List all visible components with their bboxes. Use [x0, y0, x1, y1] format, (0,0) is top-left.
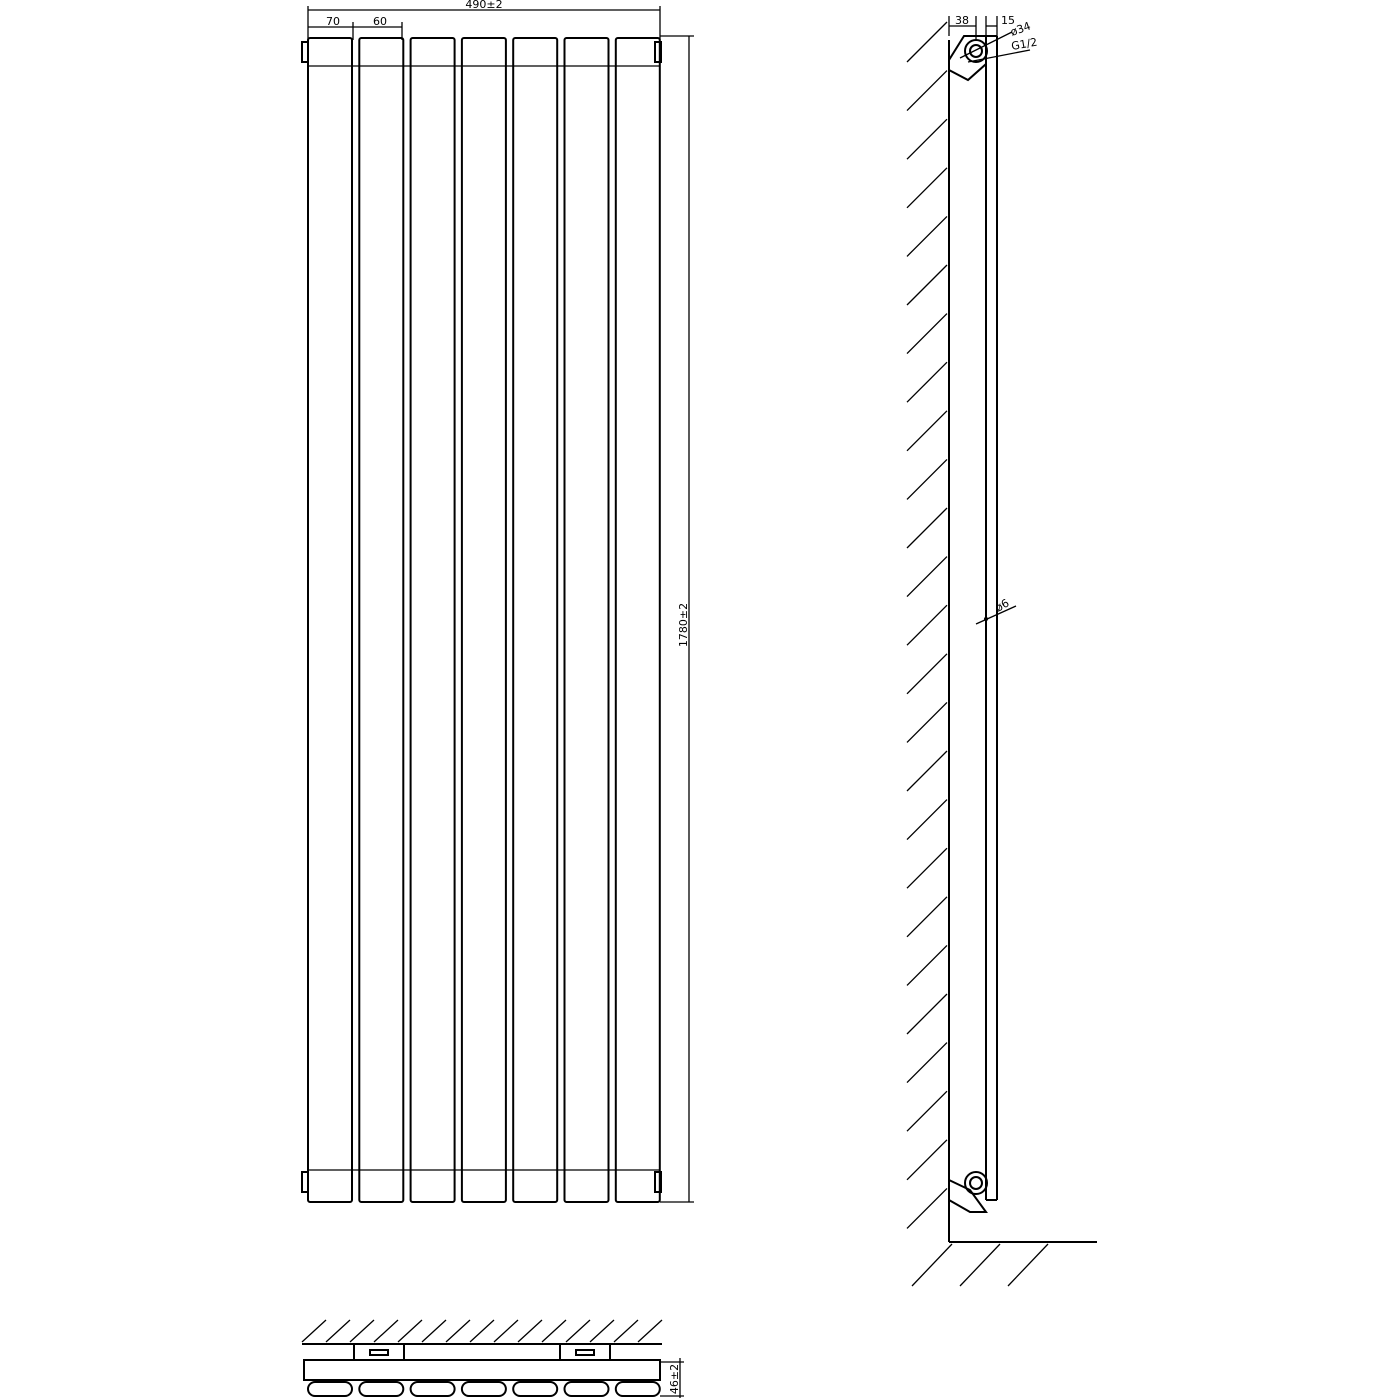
plan-hatch-stroke	[326, 1320, 350, 1342]
height-label: 1780±2	[677, 602, 690, 648]
wall-hatch-stroke	[907, 800, 947, 840]
plan-hatch-stroke	[638, 1320, 662, 1342]
plan-hatch-stroke	[398, 1320, 422, 1342]
plan-hatch-stroke	[422, 1320, 446, 1342]
radiator-column-4	[462, 38, 506, 1202]
plan-column-profile-2	[359, 1382, 403, 1396]
floor-hatch-stroke	[912, 1244, 952, 1286]
plan-column-profile-1	[308, 1382, 352, 1396]
column-pitch-label: 70	[326, 15, 340, 28]
plan-hatch-stroke	[374, 1320, 398, 1342]
radiator-column-6	[565, 38, 609, 1202]
plan-wall-hatching	[302, 1320, 662, 1342]
pipe-diameter-label: ø34	[1008, 19, 1033, 39]
wall-hatch-stroke	[907, 216, 947, 256]
total-width-label: 490±2	[465, 0, 503, 11]
plan-hatch-stroke	[446, 1320, 470, 1342]
wall-hatch-stroke	[907, 459, 947, 499]
wall-hatch-stroke	[907, 1188, 947, 1228]
wall-hatch-stroke	[907, 508, 947, 548]
floor-hatch-stroke	[960, 1244, 1000, 1286]
plan-manifold	[304, 1360, 660, 1380]
plan-hatch-stroke	[590, 1320, 614, 1342]
wall-hatch-stroke	[907, 897, 947, 937]
plan-view	[302, 1320, 684, 1398]
plan-hatch-stroke	[494, 1320, 518, 1342]
radiator-column-2	[359, 38, 403, 1202]
wall-hatch-stroke	[907, 557, 947, 597]
fixing-point	[984, 617, 988, 621]
plan-hatch-stroke	[518, 1320, 542, 1342]
plan-column-profile-3	[411, 1382, 455, 1396]
wall-hatch-stroke	[907, 751, 947, 791]
plan-depth-label: 46±2	[668, 1363, 681, 1395]
plan-hatch-stroke	[614, 1320, 638, 1342]
wall-hatch-stroke	[907, 945, 947, 985]
wall-hatch-stroke	[907, 848, 947, 888]
wall-hatching	[907, 22, 947, 1228]
bottom-pipe-connection-inner	[970, 1177, 982, 1189]
wall-hatch-stroke	[907, 362, 947, 402]
plan-column-profile-5	[513, 1382, 557, 1396]
plan-hatch-stroke	[566, 1320, 590, 1342]
top-pipe-connection-inner	[970, 45, 982, 57]
side-view	[907, 14, 1097, 1286]
plan-hatch-stroke	[302, 1320, 326, 1342]
radiator-column-5	[513, 38, 557, 1202]
bottom-pipe-connection-outer	[965, 1172, 987, 1194]
thread-size-label: G1/2	[1010, 35, 1039, 53]
wall-hatch-stroke	[907, 1043, 947, 1083]
floor-hatch-stroke	[1008, 1244, 1048, 1286]
radiator-column-1	[308, 38, 352, 1202]
panel-depth-label: 15	[1001, 14, 1015, 27]
wall-hatch-stroke	[907, 22, 947, 62]
wall-hatch-stroke	[907, 265, 947, 305]
radiator-column-3	[411, 38, 455, 1202]
wall-hatch-stroke	[907, 119, 947, 159]
plan-hatch-stroke	[542, 1320, 566, 1342]
plan-column-profile-4	[462, 1382, 506, 1396]
plan-left-bracket-clip	[370, 1350, 388, 1355]
wall-hatch-stroke	[907, 168, 947, 208]
wall-hatch-stroke	[907, 314, 947, 354]
front-view	[302, 0, 694, 1202]
bottom-wall-bracket	[949, 1180, 986, 1212]
plan-right-bracket	[560, 1344, 610, 1360]
plan-column-profiles	[308, 1382, 660, 1396]
wall-hatch-stroke	[907, 654, 947, 694]
fixing-diameter-label: ø6	[993, 596, 1012, 615]
floor-hatching	[912, 1244, 1048, 1286]
wall-hatch-stroke	[907, 71, 947, 111]
wall-hatch-stroke	[907, 605, 947, 645]
wall-hatch-stroke	[907, 1140, 947, 1180]
plan-column-profile-6	[565, 1382, 609, 1396]
wall-hatch-stroke	[907, 1091, 947, 1131]
wall-hatch-stroke	[907, 994, 947, 1034]
column-width-label: 60	[373, 15, 387, 28]
plan-right-bracket-clip	[576, 1350, 594, 1355]
radiator-columns	[308, 38, 660, 1202]
plan-hatch-stroke	[350, 1320, 374, 1342]
plan-left-bracket	[354, 1344, 404, 1360]
plan-column-profile-7	[616, 1382, 660, 1396]
wall-hatch-stroke	[907, 702, 947, 742]
plan-hatch-stroke	[470, 1320, 494, 1342]
radiator-column-7	[616, 38, 660, 1202]
wall-hatch-stroke	[907, 411, 947, 451]
wall-to-pipe-label: 38	[955, 14, 969, 27]
